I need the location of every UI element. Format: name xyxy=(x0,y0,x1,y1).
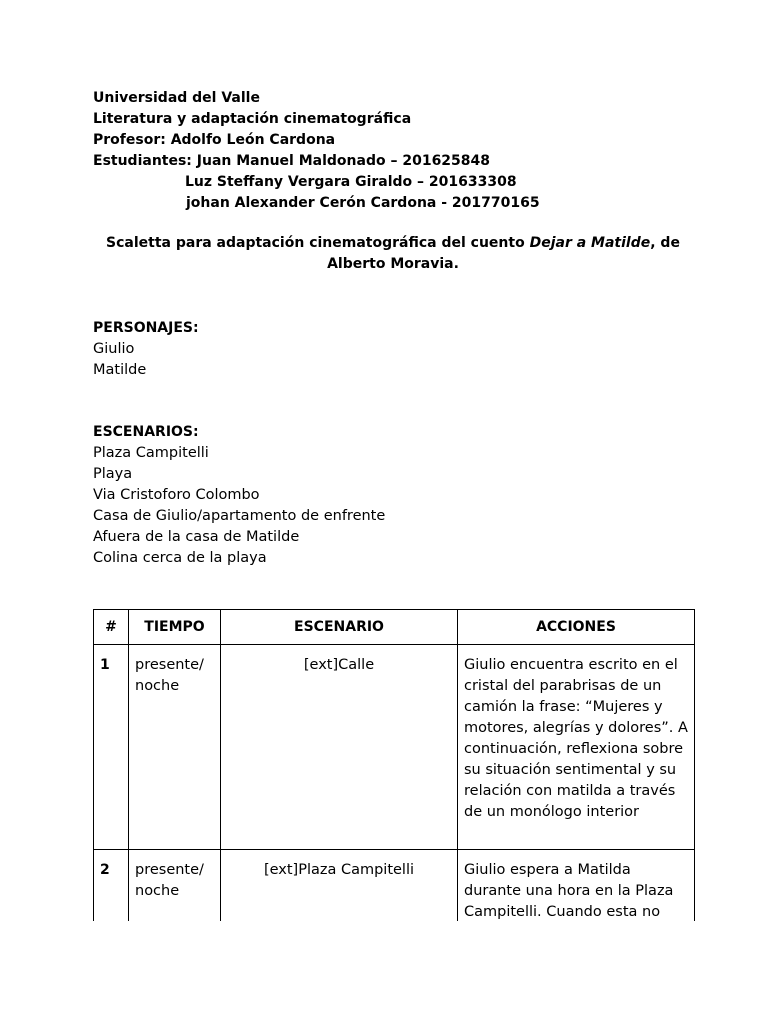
list-item: Via Cristoforo Colombo xyxy=(93,487,260,503)
title-work: Dejar a Matilde xyxy=(529,235,651,251)
scene-escenario: [ext]Calle xyxy=(221,645,458,850)
university-name: Universidad del Valle xyxy=(93,90,260,106)
scene-tiempo: presente/ noche xyxy=(129,645,221,850)
students-line: Estudiantes: Juan Manuel Maldonado – 201625848 xyxy=(93,153,491,169)
title-suffix: , de xyxy=(650,235,680,251)
list-item: Afuera de la casa de Matilde xyxy=(93,529,300,545)
escenarios-heading: ESCENARIOS: xyxy=(93,424,199,440)
escenarios-list xyxy=(93,443,385,569)
column-header-tiempo: TIEMPO xyxy=(129,610,221,645)
table-row xyxy=(94,645,695,850)
scene-acciones: Giulio espera a Matilda durante una hora en la Plaza Campitelli. Cuando esta no xyxy=(458,850,695,927)
student-3-line: johan Alexander Cerón Cardona - 201770165 xyxy=(186,195,540,211)
professor-line: Profesor: Adolfo León Cardona xyxy=(93,132,336,148)
scene-tiempo: presente/ noche xyxy=(129,850,221,927)
list-item: Playa xyxy=(93,466,133,482)
student-2-line: Luz Steffany Vergara Giraldo – 201633308 xyxy=(185,174,517,190)
scene-number: 2 xyxy=(94,850,129,927)
title-prefix: Scaletta para adaptación cinematográfica del cuento xyxy=(106,235,530,251)
list-item: Colina cerca de la playa xyxy=(93,550,267,566)
list-item: Matilde xyxy=(93,362,147,378)
list-item: Giulio xyxy=(93,341,135,357)
scene-acciones: Giulio encuentra escrito en el cristal del parabrisas de un camión la frase: “Mujeres y motores, alegrías y dolores”. A continuación, reflexiona sobre su situación sentimental y su relación con matilda a través de un monólogo interior xyxy=(458,645,695,850)
table-row xyxy=(94,850,695,927)
list-item: Plaza Campitelli xyxy=(93,445,209,461)
column-header-escenario: ESCENARIO xyxy=(221,610,458,645)
title-author: Alberto Moravia. xyxy=(327,256,459,272)
document-title xyxy=(93,233,693,275)
personajes-list xyxy=(93,339,146,381)
personajes-heading: PERSONAJES: xyxy=(93,320,199,336)
scaletta-table xyxy=(93,609,695,927)
scene-number: 1 xyxy=(94,645,129,850)
page-cutoff xyxy=(0,921,768,1024)
list-item: Casa de Giulio/apartamento de enfrente xyxy=(93,508,386,524)
column-header-number: # xyxy=(94,610,129,645)
table-header-row xyxy=(94,610,695,645)
course-name: Literatura y adaptación cinematográfica xyxy=(93,111,412,127)
scene-escenario: [ext]Plaza Campitelli xyxy=(221,850,458,927)
column-header-acciones: ACCIONES xyxy=(458,610,695,645)
